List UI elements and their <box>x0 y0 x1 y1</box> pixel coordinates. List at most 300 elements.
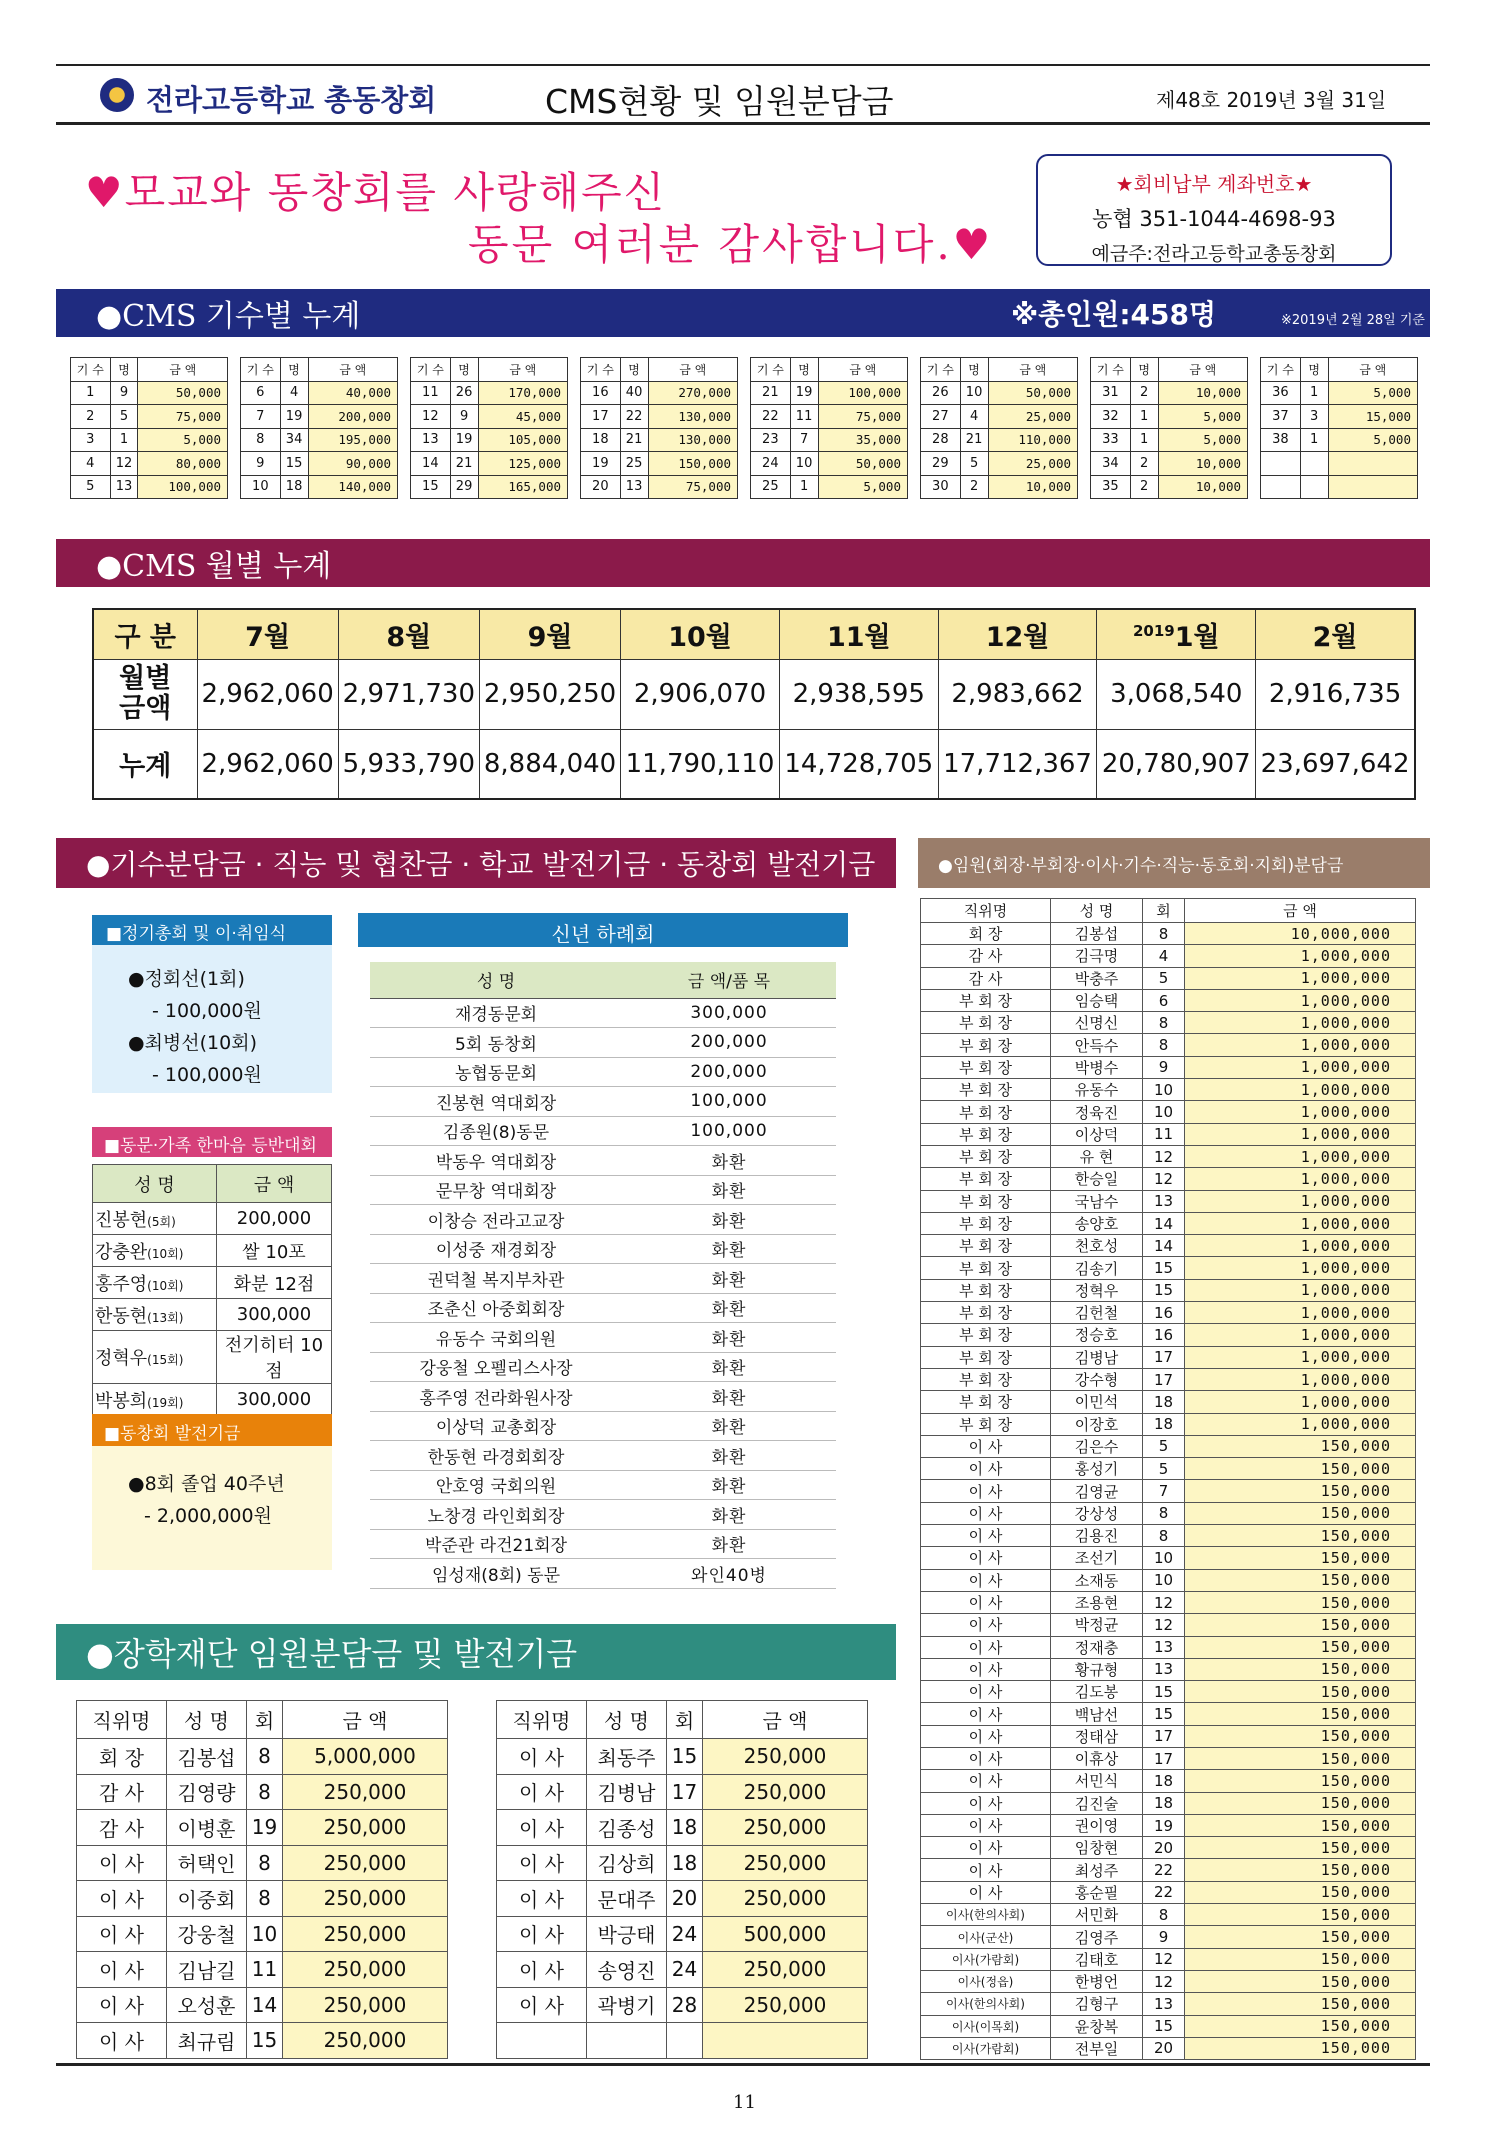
newyear-amount: 화환 <box>622 1264 836 1294</box>
giso-count: 29 <box>450 475 478 499</box>
officer-class: 17 <box>1143 1747 1185 1769</box>
officer-name: 이민석 <box>1051 1391 1143 1413</box>
scholar-position <box>497 2023 587 2059</box>
giso-number: 35 <box>1091 475 1131 499</box>
scholar-name: 이병훈 <box>167 1810 247 1846</box>
scholar-amount: 250,000 <box>283 1774 448 1810</box>
giso-count: 4 <box>960 405 988 429</box>
scholar-position: 이 사 <box>77 1987 167 2023</box>
officer-name: 서민식 <box>1051 1770 1143 1792</box>
giso-amount: 150,000 <box>648 452 737 476</box>
table-row <box>71 452 228 476</box>
cms-giso-bar <box>56 289 1430 337</box>
giso-amount: 50,000 <box>988 381 1077 405</box>
officer-amount: 1,000,000 <box>1185 1235 1416 1257</box>
table-row <box>241 475 398 499</box>
officer-amount: 1,000,000 <box>1185 1034 1416 1056</box>
family-name: 강충완 <box>95 1241 148 1263</box>
giso-number: 9 <box>241 452 281 476</box>
giso-count: 21 <box>620 428 648 452</box>
scholar-name: 강웅철 <box>167 1916 247 1952</box>
giso-header: 기 수 <box>581 358 621 382</box>
officer-class: 11 <box>1143 1123 1185 1145</box>
family-name-cell <box>93 1267 217 1299</box>
giso-number: 16 <box>581 381 621 405</box>
officer-class: 5 <box>1143 1435 1185 1457</box>
giso-count: 19 <box>450 428 478 452</box>
table-row <box>93 1299 332 1331</box>
officer-class: 12 <box>1143 1948 1185 1970</box>
giso-amount <box>1328 475 1417 499</box>
giso-count: 34 <box>280 428 308 452</box>
giso-count: 13 <box>620 475 648 499</box>
family-name: 한동현 <box>95 1305 148 1327</box>
officer-amount: 150,000 <box>1185 1926 1416 1948</box>
scholar-name: 최동주 <box>587 1739 667 1775</box>
table-row <box>921 1346 1416 1368</box>
officer-position: 이 사 <box>921 1881 1051 1903</box>
giso-number: 3 <box>71 428 111 452</box>
newyear-amount: 200,000 <box>622 1028 836 1058</box>
scholar-class: 24 <box>667 1916 703 1952</box>
officer-class: 19 <box>1143 1814 1185 1836</box>
family-class: (19회) <box>147 1395 184 1410</box>
giso-number: 12 <box>411 405 451 429</box>
scholar-header: 직위명 <box>497 1701 587 1739</box>
officer-amount: 1,000,000 <box>1185 1145 1416 1167</box>
table-row <box>921 923 1416 945</box>
officer-position: 이 사 <box>921 1525 1051 1547</box>
scholar-name: 송영진 <box>587 1952 667 1988</box>
officer-position: 부 회 장 <box>921 1391 1051 1413</box>
scholar-header: 금 액 <box>283 1701 448 1739</box>
monthly-amount: 2,962,060 <box>197 659 338 729</box>
table-row <box>370 1500 836 1530</box>
scholar-title: ●장학재단 임원분담금 및 발전기금 <box>86 1635 578 1673</box>
newyear-name: 진봉현 역대회장 <box>370 1087 622 1117</box>
officer-name: 한병언 <box>1051 1970 1143 1992</box>
table-row <box>921 1993 1416 2015</box>
officer-position: 부 회 장 <box>921 1346 1051 1368</box>
table-row <box>921 1257 1416 1279</box>
regular-box <box>92 945 332 1093</box>
table-row <box>370 1116 836 1146</box>
officer-class: 18 <box>1143 1413 1185 1435</box>
newyear-name: 노창경 라인회회장 <box>370 1500 622 1530</box>
officer-position: 회 장 <box>921 923 1051 945</box>
officer-class: 12 <box>1143 1145 1185 1167</box>
table-row <box>1261 452 1418 476</box>
newyear-name: 이상덕 교총회장 <box>370 1411 622 1441</box>
giso-count: 1 <box>1130 405 1158 429</box>
table-row <box>93 1331 332 1384</box>
table-row <box>497 1881 868 1917</box>
table-row <box>921 1904 1416 1926</box>
officer-position: 부 회 장 <box>921 1034 1051 1056</box>
scholar-class: 28 <box>667 1987 703 2023</box>
giso-count: 9 <box>450 405 478 429</box>
giso-count: 2 <box>1130 381 1158 405</box>
officer-name: 정재충 <box>1051 1636 1143 1658</box>
table-row <box>77 1845 448 1881</box>
newyear-name: 한동현 라경회회장 <box>370 1441 622 1471</box>
table-row <box>921 1814 1416 1836</box>
page-number: 11 <box>733 2092 756 2113</box>
officer-amount: 150,000 <box>1185 2015 1416 2037</box>
table-row <box>370 998 836 1028</box>
monthly-amount: 2,950,250 <box>479 659 620 729</box>
table-row <box>581 381 738 405</box>
family-amount: 쌀 10포 <box>217 1235 332 1267</box>
officer-amount: 10,000,000 <box>1185 923 1416 945</box>
scholar-class: 8 <box>247 1739 283 1775</box>
newyear-name: 이성중 재경회장 <box>370 1234 622 1264</box>
cms-monthly-table <box>92 608 1416 800</box>
newyear-amount: 화환 <box>622 1234 836 1264</box>
officer-name: 조용현 <box>1051 1591 1143 1613</box>
table-row <box>370 1028 836 1058</box>
officer-name: 임창현 <box>1051 1837 1143 1859</box>
officer-amount: 1,000,000 <box>1185 945 1416 967</box>
scholar-position: 이 사 <box>497 1774 587 1810</box>
giso-amount: 15,000 <box>1328 405 1417 429</box>
scholar-amount: 5,000,000 <box>283 1739 448 1775</box>
family-amount: 화분 12점 <box>217 1267 332 1299</box>
newyear-header: 성 명 <box>370 962 622 998</box>
school-name: 전라고등학교 총동창회 <box>146 83 437 117</box>
table-row <box>921 1502 1416 1524</box>
scholar-header: 성 명 <box>167 1701 247 1739</box>
giso-count: 18 <box>280 475 308 499</box>
table-row <box>370 1352 836 1382</box>
newyear-name: 농협동문회 <box>370 1057 622 1087</box>
giso-number: 29 <box>921 452 961 476</box>
giso-amount: 195,000 <box>308 428 397 452</box>
table-row <box>921 1458 1416 1480</box>
officer-class: 17 <box>1143 1368 1185 1390</box>
scholar-class: 18 <box>667 1845 703 1881</box>
table-row <box>497 1916 868 1952</box>
officer-name: 최성주 <box>1051 1859 1143 1881</box>
officer-name: 박충주 <box>1051 967 1143 989</box>
family-class: (15회) <box>147 1353 184 1367</box>
table-row <box>93 1267 332 1299</box>
newyear-amount: 화환 <box>622 1470 836 1500</box>
table-row <box>497 1845 868 1881</box>
table-row <box>93 1235 332 1267</box>
table-row <box>497 1987 868 2023</box>
table-row <box>370 1559 836 1589</box>
giso-table <box>70 357 228 499</box>
table-row <box>921 1145 1416 1167</box>
giso-table <box>580 357 738 499</box>
table-row <box>921 945 1416 967</box>
table-row <box>93 1203 332 1235</box>
scholar-class: 24 <box>667 1952 703 1988</box>
giso-count: 12 <box>110 452 138 476</box>
officer-class: 8 <box>1143 923 1185 945</box>
giso-amount: 90,000 <box>308 452 397 476</box>
officer-amount: 150,000 <box>1185 1681 1416 1703</box>
table-row <box>921 1034 1416 1056</box>
scholar-class: 20 <box>667 1881 703 1917</box>
giso-number: 20 <box>581 475 621 499</box>
giso-header: 기 수 <box>241 358 281 382</box>
officer-amount: 150,000 <box>1185 1859 1416 1881</box>
giso-number: 19 <box>581 452 621 476</box>
scholar-class: 8 <box>247 1845 283 1881</box>
table-row <box>241 405 398 429</box>
giso-count: 4 <box>280 381 308 405</box>
newyear-name: 강웅철 오펠리스사장 <box>370 1352 622 1382</box>
officer-name: 김헌철 <box>1051 1302 1143 1324</box>
table-row <box>241 381 398 405</box>
officer-amount: 1,000,000 <box>1185 967 1416 989</box>
giso-table <box>1260 357 1418 499</box>
giso-amount: 100,000 <box>818 381 907 405</box>
giso-header: 기 수 <box>751 358 791 382</box>
newyear-amount: 와인40병 <box>622 1559 836 1589</box>
giso-number: 25 <box>751 475 791 499</box>
officer-class: 12 <box>1143 1168 1185 1190</box>
newyear-amount: 화환 <box>622 1500 836 1530</box>
officers-table <box>920 898 1416 2060</box>
officer-position: 부 회 장 <box>921 1012 1051 1034</box>
table-row <box>497 2023 868 2059</box>
table-row <box>921 1837 1416 1859</box>
giso-count <box>1300 475 1328 499</box>
officer-position: 이 사 <box>921 1569 1051 1591</box>
table-row <box>921 1614 1416 1636</box>
scholar-position: 이 사 <box>497 1987 587 2023</box>
officer-amount: 150,000 <box>1185 1814 1416 1836</box>
table-row <box>1261 475 1418 499</box>
scholar-bar <box>56 1624 896 1680</box>
officer-position: 이 사 <box>921 1814 1051 1836</box>
officer-name: 박정균 <box>1051 1614 1143 1636</box>
officer-position: 감 사 <box>921 945 1051 967</box>
officer-class: 20 <box>1143 1837 1185 1859</box>
giso-header: 명 <box>450 358 478 382</box>
giso-number: 10 <box>241 475 281 499</box>
officer-position: 이사(이목회) <box>921 2015 1051 2037</box>
giso-header: 기 수 <box>1091 358 1131 382</box>
officer-class: 22 <box>1143 1881 1185 1903</box>
table-row <box>71 475 228 499</box>
officer-position: 이 사 <box>921 1547 1051 1569</box>
giso-count: 2 <box>1130 475 1158 499</box>
newyear-amount: 화환 <box>622 1175 836 1205</box>
newyear-amount: 화환 <box>622 1293 836 1323</box>
family-name-cell <box>93 1203 217 1235</box>
table-row <box>71 381 228 405</box>
table-row <box>411 381 568 405</box>
cumulative-amount: 14,728,705 <box>779 729 938 799</box>
table-row <box>370 1057 836 1087</box>
officer-name: 김영주 <box>1051 1926 1143 1948</box>
scholar-position: 이 사 <box>497 1810 587 1846</box>
scholar-class: 10 <box>247 1916 283 1952</box>
officer-amount: 150,000 <box>1185 1480 1416 1502</box>
officer-position: 부 회 장 <box>921 1079 1051 1101</box>
table-row <box>370 1411 836 1441</box>
giso-number: 30 <box>921 475 961 499</box>
officer-position: 부 회 장 <box>921 1212 1051 1234</box>
officer-position: 부 회 장 <box>921 1168 1051 1190</box>
monthly-amount: 2,971,730 <box>338 659 479 729</box>
alumni-fund-tag: ■동창회 발전기금 <box>92 1414 332 1446</box>
newyear-amount: 화환 <box>622 1205 836 1235</box>
officer-position: 이 사 <box>921 1837 1051 1859</box>
month-label: 1월 <box>1174 621 1220 653</box>
officer-position: 부 회 장 <box>921 989 1051 1011</box>
table-row <box>581 405 738 429</box>
giso-number: 4 <box>71 452 111 476</box>
officer-name: 이상덕 <box>1051 1123 1143 1145</box>
month-header: 11월 <box>779 609 938 659</box>
giso-header: 명 <box>280 358 308 382</box>
officer-class: 13 <box>1143 1636 1185 1658</box>
giso-amount: 125,000 <box>478 452 567 476</box>
regular-item: ●정회선(1회) <box>128 968 245 990</box>
table-row <box>77 1987 448 2023</box>
family-name-cell <box>93 1384 217 1416</box>
scholar-position: 이 사 <box>77 1845 167 1881</box>
giso-number: 1 <box>71 381 111 405</box>
family-class: (10회) <box>147 1246 184 1261</box>
table-row <box>921 1056 1416 1078</box>
table-row <box>77 1916 448 1952</box>
scholar-name: 최규림 <box>167 2023 247 2059</box>
table-row <box>370 1264 836 1294</box>
cumulative-amount: 23,697,642 <box>1256 729 1415 799</box>
newyear-name: 유동수 국회의원 <box>370 1323 622 1353</box>
cumulative-amount: 8,884,040 <box>479 729 620 799</box>
officer-position: 이 사 <box>921 1591 1051 1613</box>
table-row <box>71 405 228 429</box>
officer-amount: 150,000 <box>1185 1747 1416 1769</box>
table-row <box>1091 475 1248 499</box>
month-header: 10월 <box>621 609 780 659</box>
table-row <box>921 1591 1416 1613</box>
table-row <box>921 1101 1416 1123</box>
cumulative-amount: 11,790,110 <box>621 729 780 799</box>
officer-amount: 150,000 <box>1185 1904 1416 1926</box>
regular-item: ●최병선(10회) <box>128 1032 257 1054</box>
month-header: 8월 <box>338 609 479 659</box>
officer-name: 이장호 <box>1051 1413 1143 1435</box>
regular-tag: ■정기총회 및 이·취임식 <box>92 915 332 945</box>
family-header: 성 명 <box>93 1165 217 1203</box>
scholar-position: 이 사 <box>497 1952 587 1988</box>
table-row <box>921 2037 1416 2059</box>
newyear-name: 5회 동창회 <box>370 1028 622 1058</box>
month-header: 12월 <box>938 609 1097 659</box>
officer-name: 김영균 <box>1051 1480 1143 1502</box>
giso-amount: 35,000 <box>818 428 907 452</box>
scholar-position: 감 사 <box>77 1810 167 1846</box>
table-row <box>370 1382 836 1412</box>
newyear-name: 재경동문회 <box>370 998 622 1028</box>
family-header: 금 액 <box>217 1165 332 1203</box>
giso-amount: 5,000 <box>1328 428 1417 452</box>
scholar-name: 김남길 <box>167 1952 247 1988</box>
officer-name: 김도봉 <box>1051 1681 1143 1703</box>
scholar-position: 이 사 <box>77 1916 167 1952</box>
table-row <box>921 1480 1416 1502</box>
giso-header: 금 액 <box>138 358 228 382</box>
family-name: 박봉희 <box>95 1390 148 1412</box>
giso-amount: 200,000 <box>308 405 397 429</box>
table-row <box>370 1205 836 1235</box>
officer-class: 14 <box>1143 1212 1185 1234</box>
row-label: 누계 <box>93 729 197 799</box>
officer-name: 안득수 <box>1051 1034 1143 1056</box>
table-row <box>497 1739 868 1775</box>
giso-count: 19 <box>280 405 308 429</box>
giso-amount: 110,000 <box>988 428 1077 452</box>
table-row <box>497 1810 868 1846</box>
giso-number: 36 <box>1261 381 1301 405</box>
monthly-amount: 2,916,735 <box>1256 659 1415 729</box>
officer-position: 부 회 장 <box>921 1302 1051 1324</box>
newyear-name: 홍주영 전라화원사장 <box>370 1382 622 1412</box>
scholar-amount: 250,000 <box>703 1739 868 1775</box>
officer-class: 8 <box>1143 1034 1185 1056</box>
account-number: 농협 351-1044-4698-93 <box>1092 207 1336 231</box>
officer-position: 부 회 장 <box>921 1145 1051 1167</box>
table-row <box>921 1413 1416 1435</box>
table-row <box>411 452 568 476</box>
officer-amount: 150,000 <box>1185 1525 1416 1547</box>
scholar-amount: 250,000 <box>283 1987 448 2023</box>
giso-header: 명 <box>790 358 818 382</box>
scholar-class: 18 <box>667 1810 703 1846</box>
table-row <box>241 428 398 452</box>
scholar-class: 19 <box>247 1810 283 1846</box>
officer-name: 소재동 <box>1051 1569 1143 1591</box>
officer-name: 김은수 <box>1051 1435 1143 1457</box>
giso-amount: 50,000 <box>138 381 228 405</box>
giso-number: 8 <box>241 428 281 452</box>
giso-amount: 25,000 <box>988 452 1077 476</box>
newyear-amount: 화환 <box>622 1146 836 1176</box>
officer-class: 15 <box>1143 1703 1185 1725</box>
newyear-name: 김종원(8)동문 <box>370 1116 622 1146</box>
officer-class: 9 <box>1143 1056 1185 1078</box>
giso-number: 33 <box>1091 428 1131 452</box>
table-row <box>77 1739 448 1775</box>
giso-amount <box>1328 452 1417 476</box>
giso-table <box>1090 357 1248 499</box>
col-header: 구 분 <box>93 609 197 659</box>
giso-table <box>410 357 568 499</box>
officers-header: 성 명 <box>1051 899 1143 923</box>
cms-monthly-bar <box>56 539 1430 587</box>
giso-number: 7 <box>241 405 281 429</box>
officer-name: 송양호 <box>1051 1212 1143 1234</box>
newyear-amount: 화환 <box>622 1529 836 1559</box>
giso-number: 15 <box>411 475 451 499</box>
officer-class: 22 <box>1143 1859 1185 1881</box>
giso-number: 5 <box>71 475 111 499</box>
officer-position: 이 사 <box>921 1502 1051 1524</box>
newyear-amount: 화환 <box>622 1441 836 1471</box>
giso-count: 26 <box>450 381 478 405</box>
scholar-name: 곽병기 <box>587 1987 667 2023</box>
giso-count: 10 <box>960 381 988 405</box>
officer-name: 김형구 <box>1051 1993 1143 2015</box>
